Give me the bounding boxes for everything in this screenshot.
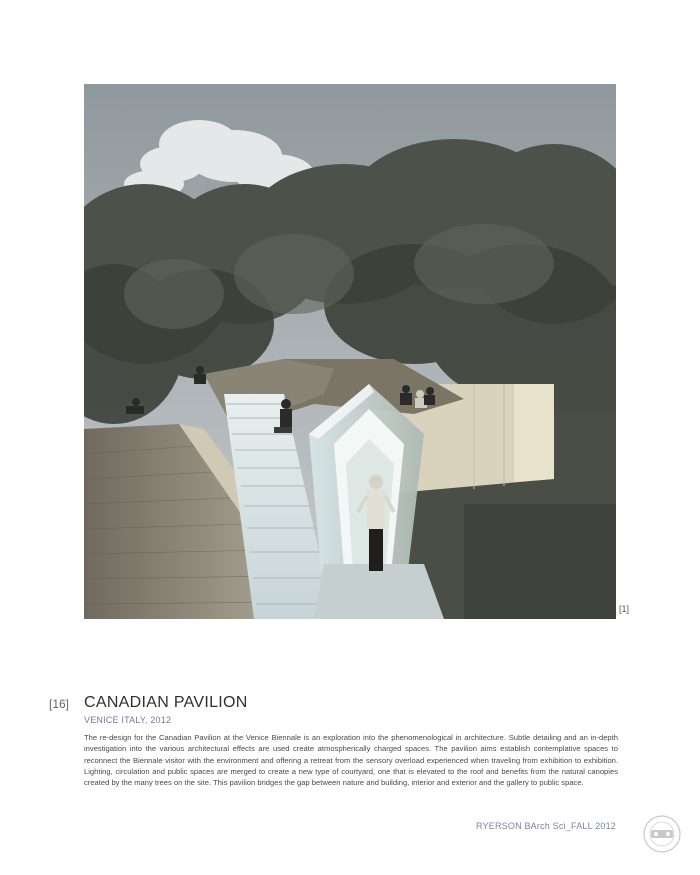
- project-description: The re-design for the Canadian Pavilion at the Venice Biennale is an exploration into the phenomenological in architecture. Subtle detailing and an in-depth investigation into the various architectural effects are used create atmospherically charged spaces. The pavilion aims establish contemplative spaces to reconnect the Biennale visitor with the environment and offering a retreat from the sensory overload experienced when traveling from exhibition to exhibition. Lighting, circulation and public spaces are merged to create a new type of courtyard, one that is elevated to the roof and benefits from the natural canopies created by the many trees on the site. This pavilion bridges the gap between nature and building, interior and exterior and the gallery to public space.: [84, 733, 618, 788]
- project-rendering: [84, 84, 616, 619]
- page-number: [16]: [49, 697, 70, 711]
- archcollege-logo-icon: [634, 812, 690, 858]
- project-subtitle: VENICE ITALY, 2012: [84, 715, 172, 725]
- project-title: CANADIAN PAVILION: [84, 694, 248, 711]
- figure-reference: [1]: [619, 604, 630, 614]
- footer-credit: RYERSON BArch Sci_FALL 2012: [476, 821, 616, 831]
